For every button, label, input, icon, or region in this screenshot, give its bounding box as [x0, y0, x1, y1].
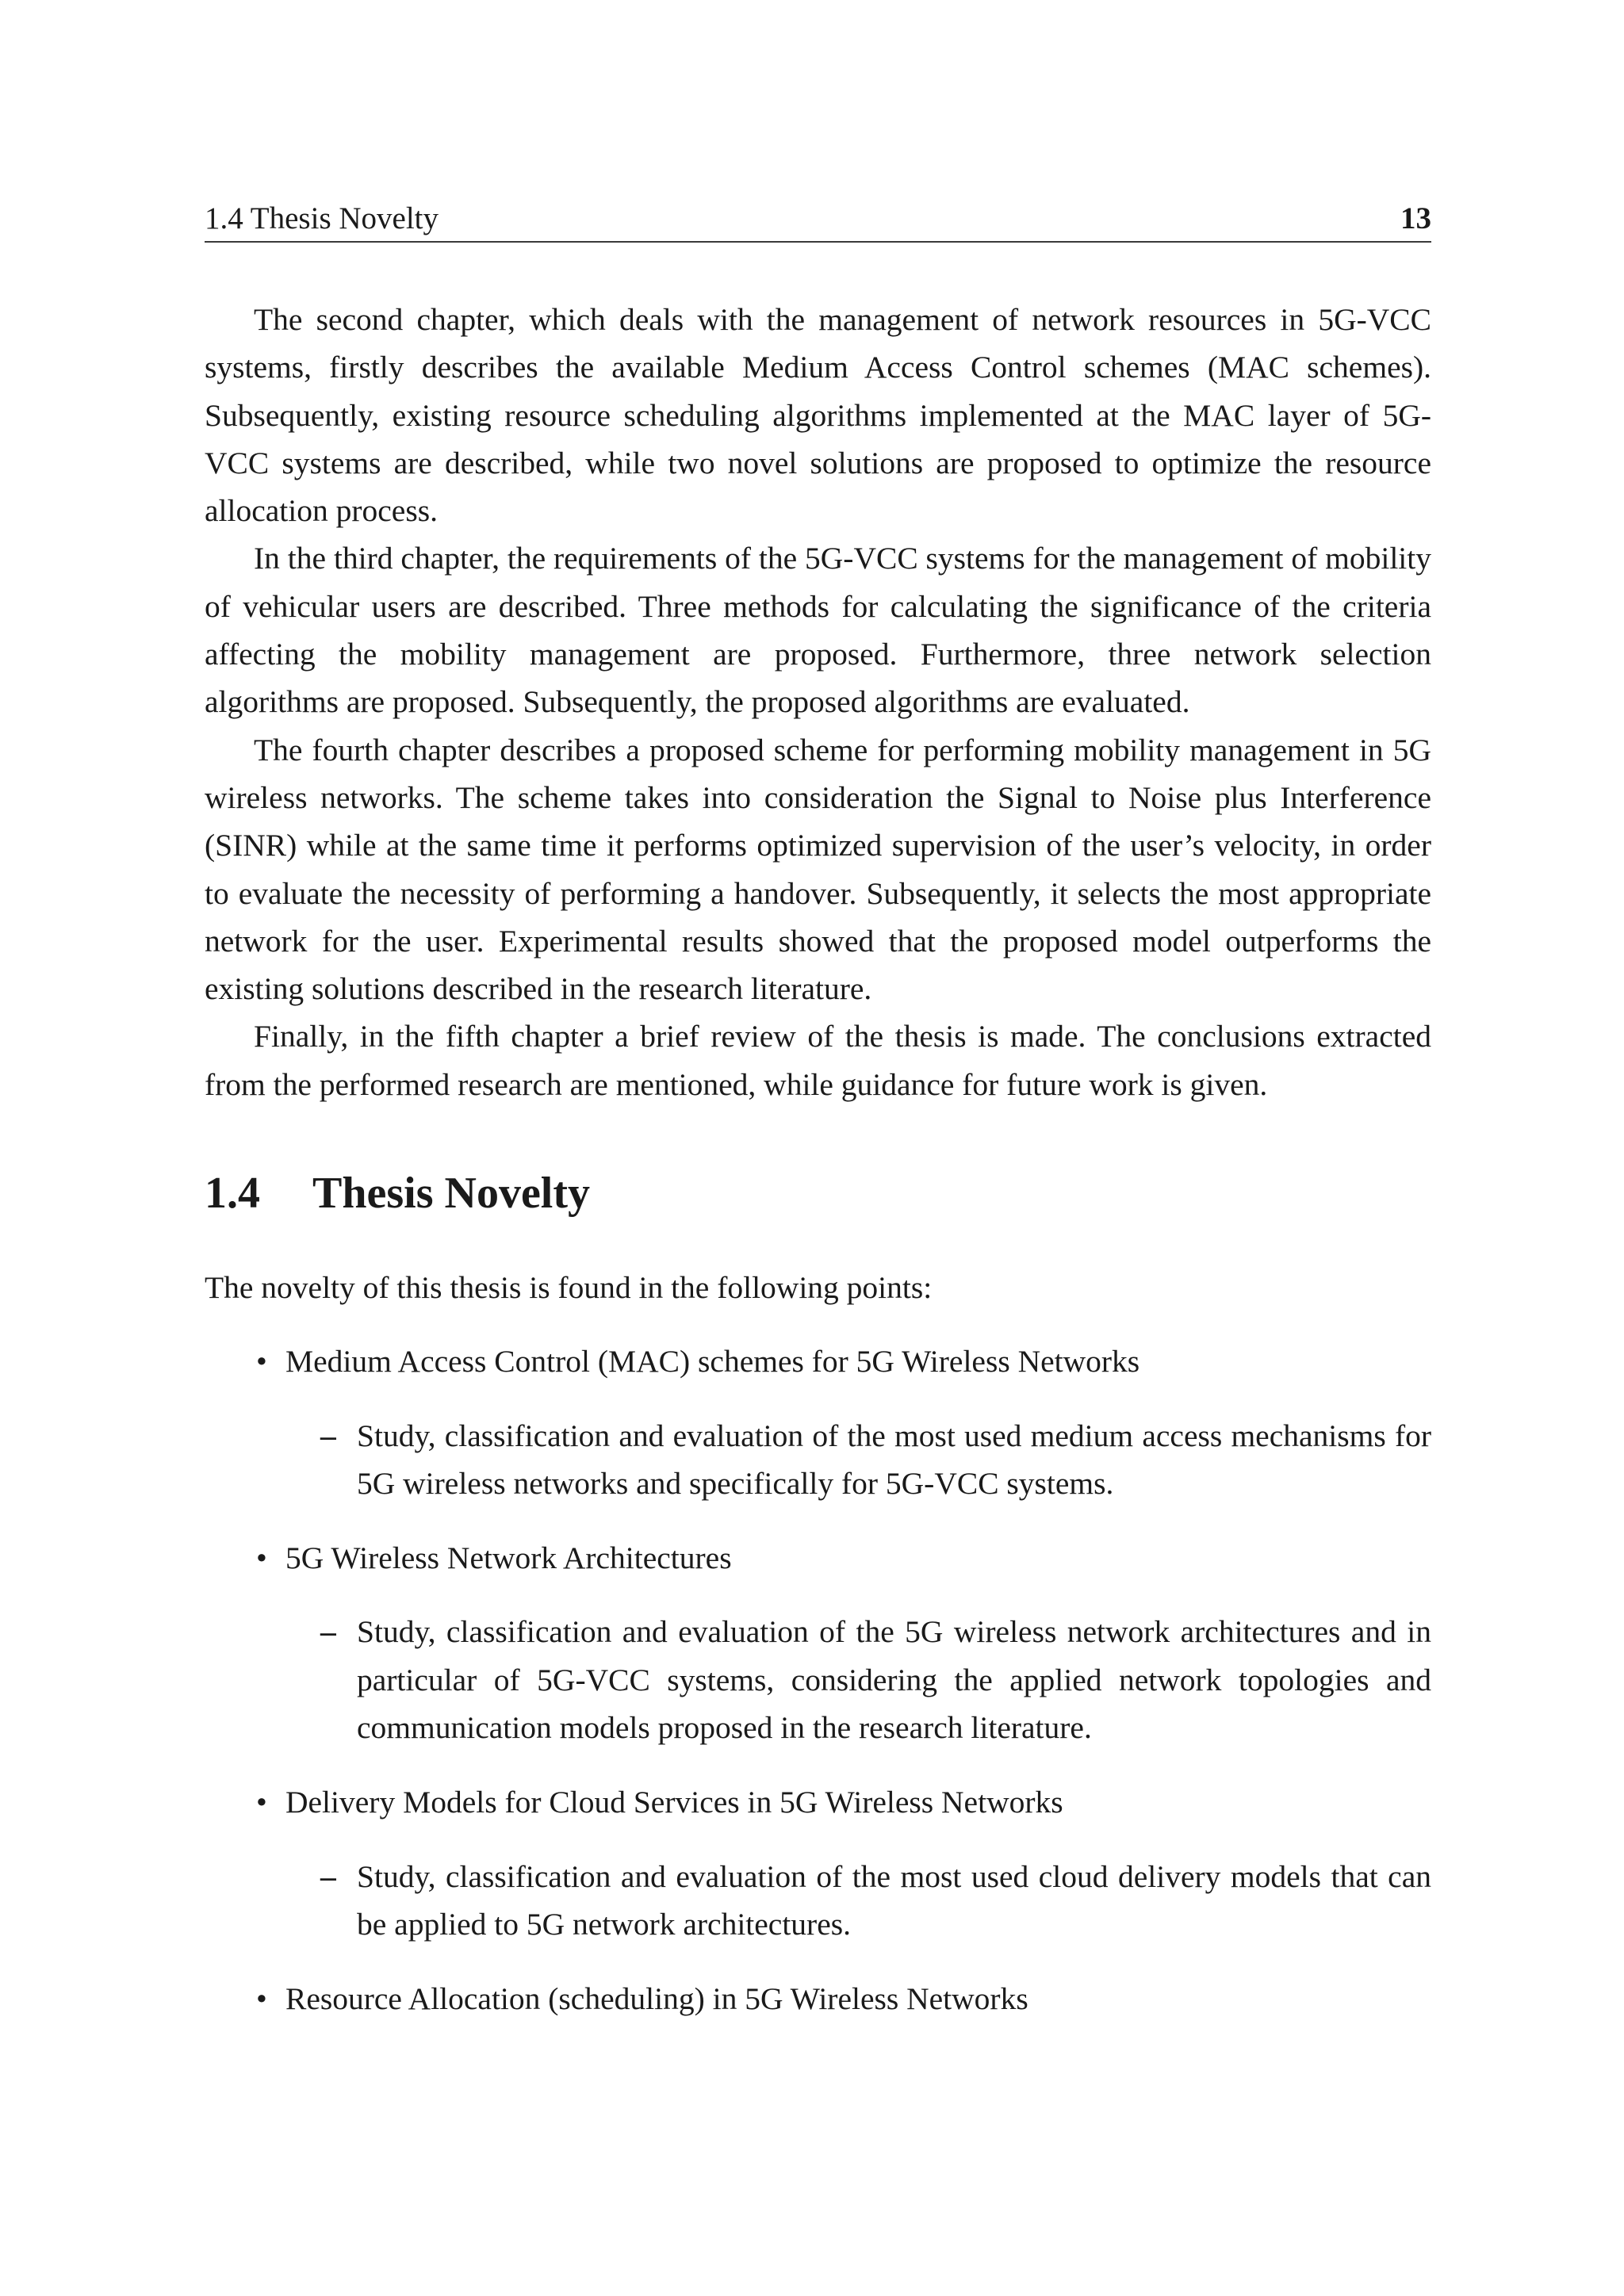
- list-item: [205, 1337, 1431, 1507]
- bullet-icon: •: [256, 1344, 267, 1380]
- section-heading: [205, 1165, 590, 1221]
- sub-list: [285, 1608, 1431, 1751]
- dash-icon: –: [320, 1858, 336, 1894]
- sub-list-item-text: Study, classification and evaluation of the most used medium access mechanisms for 5G wireless networks and specifically for 5G-VCC systems.: [357, 1418, 1431, 1501]
- list-item-title: Medium Access Control (MAC) schemes for 5G Wireless Networks: [285, 1344, 1140, 1380]
- novelty-content: [205, 1264, 1431, 2049]
- document-page: [205, 0, 1431, 2296]
- list-item: [205, 1778, 1431, 1948]
- bullet-icon: •: [256, 1540, 267, 1576]
- paragraph-second-chapter: The second chapter, which deals with the management of network resources in 5G-VCC systems, firstly describes the available Medium Access Control schemes (MAC schemes). Subsequently, existing resource scheduling algorithms implemented at the MAC layer of 5G-VCC systems are described, while two novel solutions are proposed to optimize the resource allocation process.: [205, 302, 1431, 529]
- section-title: Thesis Novelty: [312, 1169, 590, 1218]
- sub-list-item: [285, 1853, 1431, 1949]
- novelty-list: [205, 1337, 1431, 2022]
- paragraph-fifth-chapter: Finally, in the fifth chapter a brief review of the thesis is made. The conclusions extracted from the performed research are mentioned, while guidance for future work is given.: [205, 1019, 1431, 1102]
- section-number: 1.4: [205, 1169, 260, 1218]
- list-item: [205, 1975, 1431, 2022]
- sub-list-item-text: Study, classification and evaluation of the most used cloud delivery models that can be applied to 5G network architectures.: [357, 1858, 1431, 1942]
- page-number: 13: [1400, 201, 1431, 235]
- list-item-title: 5G Wireless Network Architectures: [285, 1540, 732, 1576]
- dash-icon: –: [320, 1614, 336, 1650]
- sub-list-item: [285, 1412, 1431, 1508]
- paragraph-fourth-chapter: The fourth chapter describes a proposed scheme for performing mobility management in 5G wireless networks. The scheme takes into consideration the Signal to Noise plus Interference (SINR) while at the same time it performs optimized supervision of the user’s velocity, in order to evaluate the necessity of performing a handover. Subsequently, it selects the most appropriate network for the user. Experimental results showed that the proposed model outperforms the existing solutions described in the research literature.: [205, 732, 1431, 1007]
- bullet-icon: •: [256, 1981, 267, 2017]
- header-section-title: 1.4 Thesis Novelty: [205, 201, 439, 235]
- list-item-title: Delivery Models for Cloud Services in 5G Wireless Networks: [285, 1785, 1063, 1820]
- bullet-icon: •: [256, 1785, 267, 1820]
- sub-list: [285, 1412, 1431, 1508]
- sub-list-item-text: Study, classification and evaluation of the 5G wireless network architectures and in particular of 5G-VCC systems, considering the applied network topologies and communication models proposed in the research literature.: [357, 1614, 1431, 1746]
- sub-list: [285, 1853, 1431, 1949]
- dash-icon: –: [320, 1418, 336, 1453]
- sub-list-item: [285, 1608, 1431, 1751]
- running-header: [205, 200, 1431, 243]
- novelty-intro: The novelty of this thesis is found in the following points:: [205, 1270, 933, 1305]
- list-item-title: Resource Allocation (scheduling) in 5G Wireless Networks: [285, 1981, 1028, 2017]
- chapter-overview-text: [205, 296, 1431, 1108]
- list-item: [205, 1534, 1431, 1751]
- paragraph-third-chapter: In the third chapter, the requirements of the 5G-VCC systems for the management of mobility of vehicular users are described. Three methods for calculating the significance of the criteria affecting the mobility management are proposed. Furthermore, three network selection algorithms are proposed. Subsequently, the proposed algorithms are evaluated.: [205, 541, 1431, 720]
